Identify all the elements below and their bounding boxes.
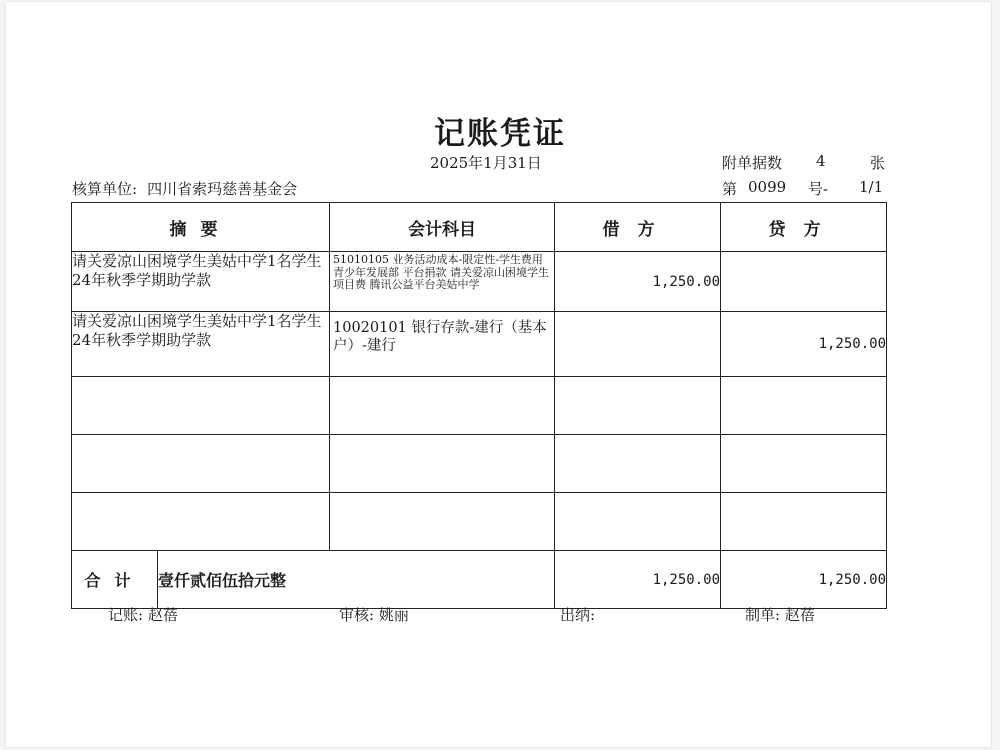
preparer: 制单: 赵蓓: [745, 606, 815, 624]
voucher-table: [71, 202, 887, 609]
empty-row: [72, 377, 887, 435]
empty-row: [72, 435, 887, 493]
attachment-number: 4: [816, 152, 826, 170]
row-credit: 1,250.00: [721, 312, 887, 377]
voucher-suffix: 号-: [808, 180, 829, 198]
reviewer: 审核: 姚丽: [339, 606, 409, 624]
row-abstract: 请关爱凉山困境学生美姑中学1名学生24年秋季学期助学款: [72, 312, 330, 377]
row-account: 10020101 银行存款-建行（基本户）-建行: [330, 312, 555, 377]
empty-row: [72, 493, 887, 551]
header-account: 会计科目: [330, 203, 555, 252]
voucher-number: [722, 178, 892, 198]
row-credit: [721, 252, 887, 312]
table-header-row: [72, 203, 887, 252]
table-row: [72, 312, 887, 377]
voucher-prefix: 第: [722, 180, 738, 198]
voucher-date: 2025年1月31日: [430, 154, 542, 172]
total-credit: 1,250.00: [721, 551, 887, 609]
accounting-unit-value: 四川省索玛慈善基金会: [147, 180, 298, 198]
row-account: 51010105 业务活动成本-限定性-学生费用 青少年发展部 平台捐款 请关爱凉山困境学生 项目费 腾讯公益平台美姑中学: [330, 252, 555, 312]
attachment-count: [722, 152, 886, 173]
attachment-label: 附单据数: [722, 154, 783, 172]
header-abstract: 摘要: [72, 203, 330, 252]
row-abstract: 请关爱凉山困境学生美姑中学1名学生24年秋季学期助学款: [72, 252, 330, 312]
row-debit: 1,250.00: [555, 252, 721, 312]
header-debit: 借方: [555, 203, 721, 252]
accounting-unit: [72, 178, 297, 199]
accounting-unit-label: 核算单位:: [72, 180, 138, 198]
header-credit: 贷方: [721, 203, 887, 252]
row-debit: [555, 312, 721, 377]
total-debit: 1,250.00: [555, 551, 721, 609]
attachment-unit: 张: [870, 154, 886, 172]
bookkeeper: 记账: 赵蓓: [108, 606, 178, 624]
total-row: [72, 551, 887, 609]
total-amount-words: 壹仟贰佰伍拾元整: [158, 551, 555, 609]
voucher-title: 记账凭证: [434, 116, 566, 152]
table-row: [72, 252, 887, 312]
voucher-no: 0099: [748, 178, 787, 196]
total-label: 合计: [72, 551, 158, 609]
voucher-page: 1/1: [859, 178, 884, 196]
cashier: 出纳:: [560, 606, 596, 624]
